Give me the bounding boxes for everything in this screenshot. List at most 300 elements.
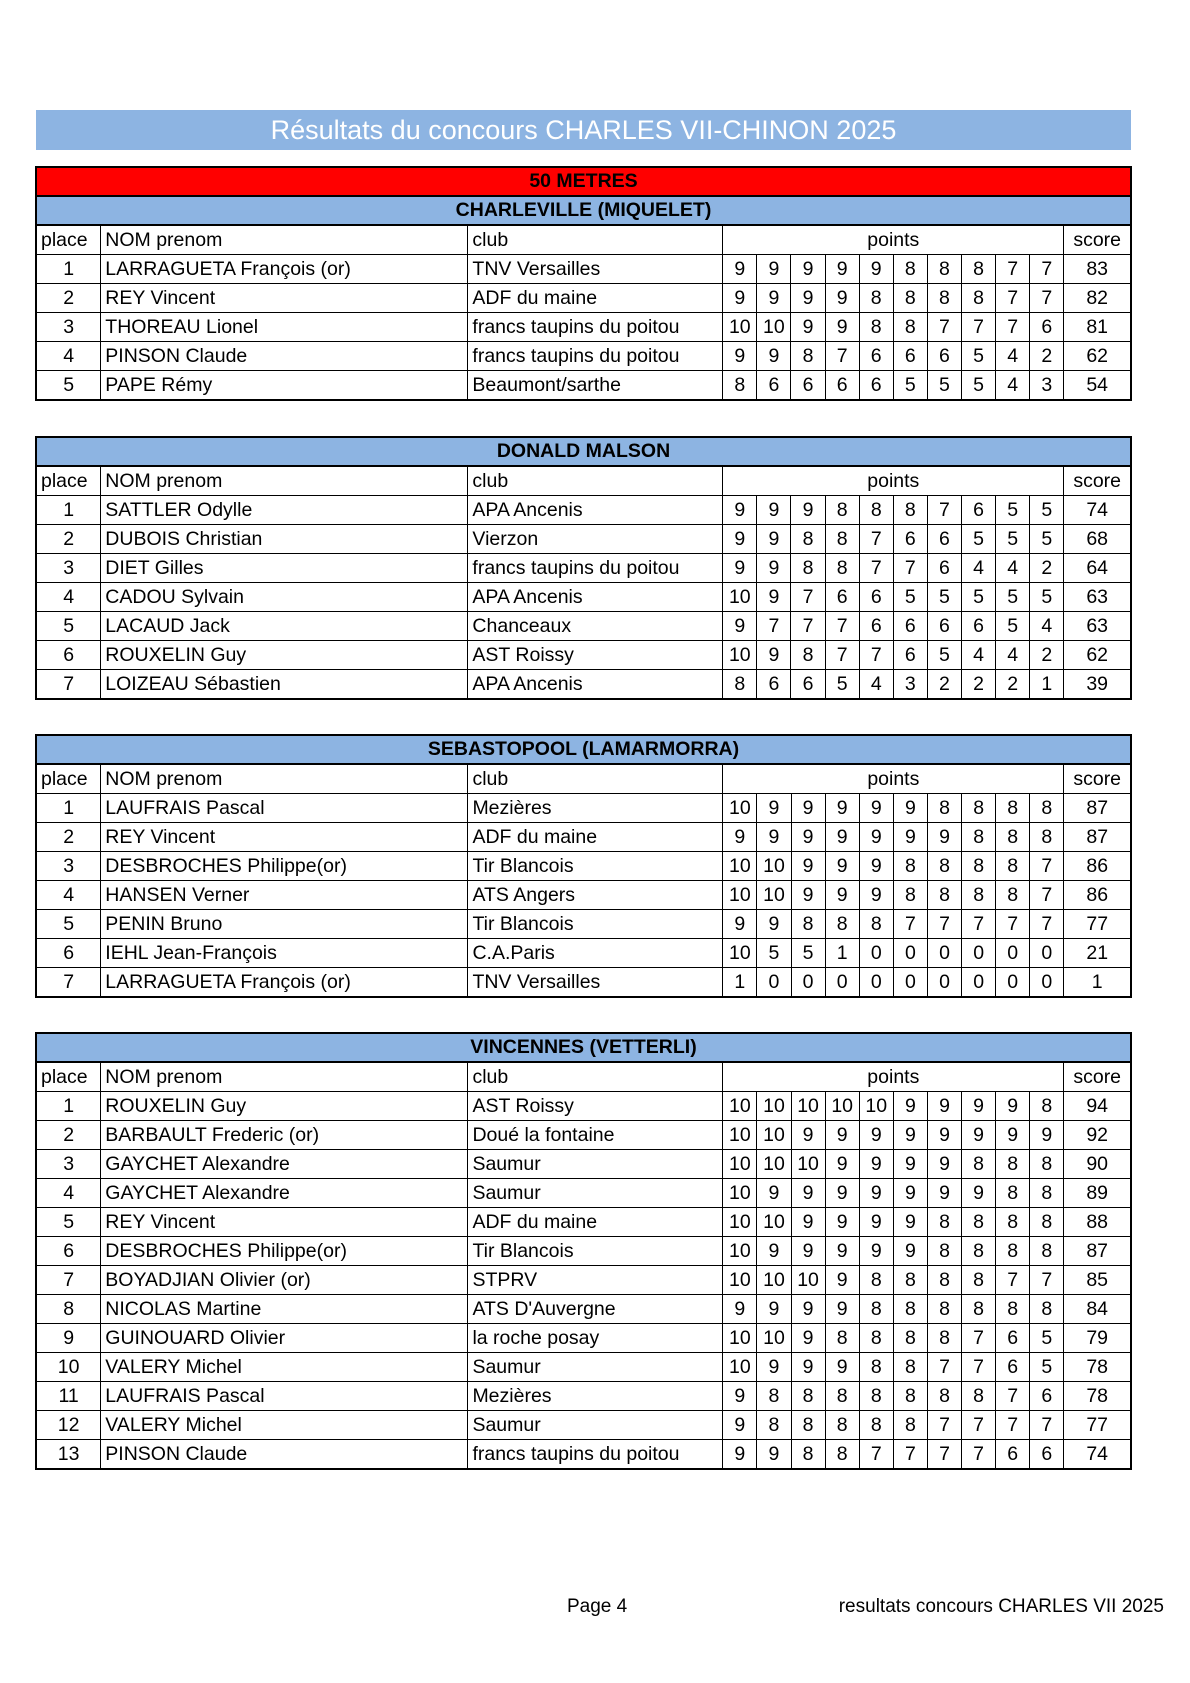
header-name: NOM prenom bbox=[101, 764, 468, 794]
cell-point: 10 bbox=[723, 1324, 757, 1353]
header-place: place bbox=[36, 466, 101, 496]
cell-point: 6 bbox=[962, 612, 996, 641]
cell-point: 8 bbox=[962, 823, 996, 852]
cell-point: 9 bbox=[791, 1237, 825, 1266]
cell-point: 8 bbox=[791, 1382, 825, 1411]
cell-score: 39 bbox=[1064, 670, 1131, 700]
cell-club: francs taupins du poitou bbox=[468, 554, 723, 583]
cell-place: 4 bbox=[36, 1179, 101, 1208]
table-row bbox=[36, 1237, 1131, 1266]
cell-place: 1 bbox=[36, 794, 101, 823]
cell-point: 8 bbox=[893, 881, 927, 910]
cell-point: 10 bbox=[723, 1150, 757, 1179]
cell-name: BOYADJIAN Olivier (or) bbox=[101, 1266, 468, 1295]
cell-point: 4 bbox=[996, 342, 1030, 371]
cell-point: 9 bbox=[723, 1382, 757, 1411]
cell-club: TNV Versailles bbox=[468, 255, 723, 284]
cell-point: 7 bbox=[859, 525, 893, 554]
header-club: club bbox=[468, 1062, 723, 1092]
cell-name: PAPE Rémy bbox=[101, 371, 468, 401]
cell-point: 7 bbox=[893, 554, 927, 583]
cell-point: 10 bbox=[723, 1208, 757, 1237]
cell-name: ROUXELIN Guy bbox=[101, 1092, 468, 1121]
cell-point: 8 bbox=[825, 525, 859, 554]
cell-point: 8 bbox=[825, 1440, 859, 1470]
cell-point: 7 bbox=[825, 641, 859, 670]
cell-point: 9 bbox=[893, 1121, 927, 1150]
cell-point: 3 bbox=[1030, 371, 1064, 401]
cell-point: 9 bbox=[723, 284, 757, 313]
cell-point: 9 bbox=[723, 554, 757, 583]
cell-point: 7 bbox=[859, 554, 893, 583]
cell-point: 5 bbox=[927, 583, 961, 612]
cell-point: 9 bbox=[723, 1411, 757, 1440]
footer-document-title: resultats concours CHARLES VII 2025 bbox=[838, 1596, 1164, 1617]
cell-point: 8 bbox=[825, 496, 859, 525]
cell-club: Saumur bbox=[468, 1411, 723, 1440]
cell-point: 9 bbox=[859, 1237, 893, 1266]
cell-score: 87 bbox=[1064, 823, 1131, 852]
cell-name: IEHL Jean-François bbox=[101, 939, 468, 968]
cell-point: 6 bbox=[893, 641, 927, 670]
cell-point: 10 bbox=[757, 852, 791, 881]
cell-point: 8 bbox=[996, 794, 1030, 823]
cell-point: 8 bbox=[927, 1237, 961, 1266]
cell-point: 6 bbox=[859, 583, 893, 612]
cell-point: 9 bbox=[927, 1150, 961, 1179]
cell-point: 8 bbox=[1030, 823, 1064, 852]
cell-club: Tir Blancois bbox=[468, 910, 723, 939]
table-row bbox=[36, 641, 1131, 670]
cell-point: 8 bbox=[859, 1353, 893, 1382]
cell-point: 9 bbox=[723, 612, 757, 641]
cell-point: 6 bbox=[927, 525, 961, 554]
cell-point: 8 bbox=[996, 1237, 1030, 1266]
cell-point: 5 bbox=[1030, 525, 1064, 554]
cell-club: AST Roissy bbox=[468, 641, 723, 670]
cell-point: 7 bbox=[1030, 284, 1064, 313]
cell-point: 9 bbox=[757, 910, 791, 939]
cell-place: 4 bbox=[36, 342, 101, 371]
cell-point: 10 bbox=[723, 641, 757, 670]
cell-point: 8 bbox=[791, 342, 825, 371]
cell-point: 9 bbox=[927, 823, 961, 852]
cell-point: 5 bbox=[1030, 1324, 1064, 1353]
cell-point: 8 bbox=[893, 1295, 927, 1324]
cell-point: 10 bbox=[757, 1324, 791, 1353]
category-title: VINCENNES (VETTERLI) bbox=[36, 1033, 1131, 1062]
cell-score: 84 bbox=[1064, 1295, 1131, 1324]
cell-score: 81 bbox=[1064, 313, 1131, 342]
cell-name: DESBROCHES Philippe(or) bbox=[101, 852, 468, 881]
cell-point: 8 bbox=[893, 313, 927, 342]
cell-place: 1 bbox=[36, 496, 101, 525]
cell-point: 8 bbox=[791, 1440, 825, 1470]
cell-point: 9 bbox=[859, 1150, 893, 1179]
cell-score: 21 bbox=[1064, 939, 1131, 968]
column-header-row bbox=[36, 764, 1131, 794]
results-table bbox=[35, 1032, 1132, 1470]
cell-point: 7 bbox=[1030, 881, 1064, 910]
cell-point: 6 bbox=[1030, 313, 1064, 342]
cell-point: 6 bbox=[962, 496, 996, 525]
cell-point: 4 bbox=[962, 554, 996, 583]
cell-point: 5 bbox=[927, 371, 961, 401]
table-row bbox=[36, 939, 1131, 968]
cell-point: 9 bbox=[791, 496, 825, 525]
cell-score: 86 bbox=[1064, 881, 1131, 910]
table-row bbox=[36, 1411, 1131, 1440]
cell-point: 9 bbox=[962, 1179, 996, 1208]
cell-point: 8 bbox=[825, 1382, 859, 1411]
cell-name: VALERY Michel bbox=[101, 1411, 468, 1440]
cell-place: 6 bbox=[36, 939, 101, 968]
header-place: place bbox=[36, 764, 101, 794]
cell-point: 9 bbox=[893, 1208, 927, 1237]
cell-club: Saumur bbox=[468, 1179, 723, 1208]
header-points: points bbox=[723, 225, 1064, 255]
cell-point: 8 bbox=[927, 255, 961, 284]
cell-point: 10 bbox=[757, 1208, 791, 1237]
cell-club: Tir Blancois bbox=[468, 1237, 723, 1266]
cell-point: 8 bbox=[825, 1324, 859, 1353]
cell-point: 10 bbox=[723, 1266, 757, 1295]
cell-point: 7 bbox=[927, 1411, 961, 1440]
cell-point: 8 bbox=[962, 255, 996, 284]
cell-score: 85 bbox=[1064, 1266, 1131, 1295]
cell-point: 8 bbox=[927, 1295, 961, 1324]
cell-point: 9 bbox=[757, 823, 791, 852]
cell-point: 7 bbox=[927, 910, 961, 939]
cell-point: 8 bbox=[893, 1266, 927, 1295]
cell-point: 5 bbox=[1030, 496, 1064, 525]
cell-point: 9 bbox=[996, 1092, 1030, 1121]
cell-place: 4 bbox=[36, 881, 101, 910]
cell-point: 7 bbox=[791, 583, 825, 612]
cell-point: 9 bbox=[825, 1353, 859, 1382]
cell-club: Vierzon bbox=[468, 525, 723, 554]
cell-point: 5 bbox=[962, 342, 996, 371]
cell-point: 9 bbox=[825, 1150, 859, 1179]
cell-point: 10 bbox=[723, 313, 757, 342]
cell-club: Saumur bbox=[468, 1353, 723, 1382]
cell-point: 9 bbox=[893, 1150, 927, 1179]
cell-point: 7 bbox=[859, 1440, 893, 1470]
cell-point: 9 bbox=[859, 1208, 893, 1237]
cell-point: 7 bbox=[927, 1353, 961, 1382]
column-header-row bbox=[36, 225, 1131, 255]
cell-point: 8 bbox=[893, 1382, 927, 1411]
cell-point: 9 bbox=[962, 1121, 996, 1150]
cell-point: 7 bbox=[1030, 910, 1064, 939]
cell-point: 9 bbox=[791, 794, 825, 823]
cell-point: 9 bbox=[757, 342, 791, 371]
cell-point: 8 bbox=[859, 284, 893, 313]
table-row bbox=[36, 371, 1131, 401]
header-points: points bbox=[723, 1062, 1064, 1092]
cell-point: 7 bbox=[1030, 1411, 1064, 1440]
cell-point: 6 bbox=[927, 612, 961, 641]
cell-name: REY Vincent bbox=[101, 823, 468, 852]
header-points: points bbox=[723, 466, 1064, 496]
cell-point: 8 bbox=[996, 1208, 1030, 1237]
cell-point: 8 bbox=[1030, 1150, 1064, 1179]
cell-point: 6 bbox=[893, 342, 927, 371]
cell-point: 8 bbox=[927, 881, 961, 910]
cell-point: 8 bbox=[825, 910, 859, 939]
cell-club: C.A.Paris bbox=[468, 939, 723, 968]
cell-point: 8 bbox=[893, 496, 927, 525]
cell-point: 4 bbox=[962, 641, 996, 670]
cell-point: 8 bbox=[825, 1411, 859, 1440]
cell-point: 8 bbox=[996, 881, 1030, 910]
cell-point: 10 bbox=[723, 1121, 757, 1150]
cell-point: 8 bbox=[962, 1237, 996, 1266]
cell-point: 8 bbox=[996, 852, 1030, 881]
cell-club: ADF du maine bbox=[468, 284, 723, 313]
cell-point: 9 bbox=[723, 255, 757, 284]
header-name: NOM prenom bbox=[101, 225, 468, 255]
cell-name: REY Vincent bbox=[101, 1208, 468, 1237]
table-row bbox=[36, 255, 1131, 284]
cell-point: 2 bbox=[927, 670, 961, 700]
table-row bbox=[36, 554, 1131, 583]
cell-point: 9 bbox=[825, 1237, 859, 1266]
header-score: score bbox=[1064, 764, 1131, 794]
cell-club: APA Ancenis bbox=[468, 670, 723, 700]
cell-point: 5 bbox=[996, 583, 1030, 612]
cell-score: 88 bbox=[1064, 1208, 1131, 1237]
cell-name: DIET Gilles bbox=[101, 554, 468, 583]
cell-place: 13 bbox=[36, 1440, 101, 1470]
cell-point: 7 bbox=[962, 1353, 996, 1382]
cell-point: 5 bbox=[757, 939, 791, 968]
cell-place: 12 bbox=[36, 1411, 101, 1440]
header-score: score bbox=[1064, 466, 1131, 496]
cell-point: 6 bbox=[757, 371, 791, 401]
cell-point: 8 bbox=[962, 1266, 996, 1295]
table-row bbox=[36, 496, 1131, 525]
cell-point: 6 bbox=[893, 612, 927, 641]
cell-point: 9 bbox=[927, 1179, 961, 1208]
cell-point: 8 bbox=[962, 1150, 996, 1179]
cell-point: 5 bbox=[962, 525, 996, 554]
table-row bbox=[36, 1266, 1131, 1295]
cell-point: 5 bbox=[825, 670, 859, 700]
cell-point: 4 bbox=[996, 554, 1030, 583]
cell-point: 0 bbox=[996, 939, 1030, 968]
table-row bbox=[36, 525, 1131, 554]
cell-score: 77 bbox=[1064, 1411, 1131, 1440]
cell-club: APA Ancenis bbox=[468, 496, 723, 525]
header-place: place bbox=[36, 1062, 101, 1092]
cell-point: 6 bbox=[996, 1324, 1030, 1353]
cell-score: 94 bbox=[1064, 1092, 1131, 1121]
cell-point: 6 bbox=[927, 554, 961, 583]
cell-point: 0 bbox=[893, 939, 927, 968]
table-row bbox=[36, 1179, 1131, 1208]
cell-point: 8 bbox=[859, 1411, 893, 1440]
cell-point: 8 bbox=[962, 881, 996, 910]
cell-point: 9 bbox=[893, 1092, 927, 1121]
cell-point: 9 bbox=[825, 1121, 859, 1150]
cell-point: 7 bbox=[1030, 255, 1064, 284]
table-row bbox=[36, 794, 1131, 823]
cell-place: 5 bbox=[36, 1208, 101, 1237]
cell-point: 10 bbox=[791, 1266, 825, 1295]
header-name: NOM prenom bbox=[101, 466, 468, 496]
cell-point: 10 bbox=[825, 1092, 859, 1121]
cell-point: 7 bbox=[825, 612, 859, 641]
cell-club: ADF du maine bbox=[468, 823, 723, 852]
table-row bbox=[36, 1208, 1131, 1237]
cell-point: 8 bbox=[859, 496, 893, 525]
cell-club: ATS D'Auvergne bbox=[468, 1295, 723, 1324]
results-table bbox=[35, 166, 1132, 401]
cell-point: 8 bbox=[791, 554, 825, 583]
cell-point: 10 bbox=[757, 1266, 791, 1295]
cell-place: 2 bbox=[36, 1121, 101, 1150]
cell-point: 9 bbox=[859, 255, 893, 284]
cell-point: 0 bbox=[791, 968, 825, 998]
cell-point: 8 bbox=[962, 852, 996, 881]
distance-section-title: 50 METRES bbox=[36, 167, 1131, 196]
cell-point: 7 bbox=[962, 910, 996, 939]
cell-point: 9 bbox=[791, 1324, 825, 1353]
header-club: club bbox=[468, 764, 723, 794]
cell-point: 0 bbox=[996, 968, 1030, 998]
cell-name: GAYCHET Alexandre bbox=[101, 1150, 468, 1179]
cell-point: 7 bbox=[757, 612, 791, 641]
cell-point: 9 bbox=[1030, 1121, 1064, 1150]
cell-point: 0 bbox=[927, 939, 961, 968]
cell-point: 8 bbox=[1030, 1179, 1064, 1208]
cell-name: LARRAGUETA François (or) bbox=[101, 968, 468, 998]
cell-point: 9 bbox=[825, 1208, 859, 1237]
cell-place: 4 bbox=[36, 583, 101, 612]
cell-point: 8 bbox=[893, 255, 927, 284]
table-row bbox=[36, 1324, 1131, 1353]
header-score: score bbox=[1064, 225, 1131, 255]
cell-place: 7 bbox=[36, 670, 101, 700]
cell-club: Mezières bbox=[468, 794, 723, 823]
cell-point: 9 bbox=[791, 881, 825, 910]
cell-score: 62 bbox=[1064, 641, 1131, 670]
cell-point: 10 bbox=[791, 1150, 825, 1179]
cell-name: SATTLER Odylle bbox=[101, 496, 468, 525]
cell-score: 92 bbox=[1064, 1121, 1131, 1150]
cell-point: 9 bbox=[757, 1179, 791, 1208]
cell-place: 5 bbox=[36, 910, 101, 939]
cell-club: Chanceaux bbox=[468, 612, 723, 641]
cell-point: 9 bbox=[723, 910, 757, 939]
cell-point: 6 bbox=[996, 1440, 1030, 1470]
cell-point: 5 bbox=[996, 496, 1030, 525]
cell-point: 2 bbox=[1030, 342, 1064, 371]
cell-point: 8 bbox=[723, 670, 757, 700]
cell-name: VALERY Michel bbox=[101, 1353, 468, 1382]
cell-name: PINSON Claude bbox=[101, 1440, 468, 1470]
cell-point: 7 bbox=[1030, 1266, 1064, 1295]
cell-point: 6 bbox=[1030, 1440, 1064, 1470]
header-place: place bbox=[36, 225, 101, 255]
cell-point: 9 bbox=[723, 496, 757, 525]
cell-point: 8 bbox=[859, 910, 893, 939]
cell-club: ATS Angers bbox=[468, 881, 723, 910]
cell-name: LAUFRAIS Pascal bbox=[101, 1382, 468, 1411]
cell-point: 6 bbox=[1030, 1382, 1064, 1411]
cell-point: 8 bbox=[996, 1179, 1030, 1208]
cell-point: 6 bbox=[996, 1353, 1030, 1382]
cell-place: 2 bbox=[36, 525, 101, 554]
cell-place: 5 bbox=[36, 371, 101, 401]
cell-point: 10 bbox=[757, 881, 791, 910]
cell-point: 8 bbox=[859, 313, 893, 342]
cell-point: 7 bbox=[893, 1440, 927, 1470]
cell-point: 9 bbox=[825, 1266, 859, 1295]
cell-score: 1 bbox=[1064, 968, 1131, 998]
cell-place: 10 bbox=[36, 1353, 101, 1382]
cell-point: 9 bbox=[825, 852, 859, 881]
cell-point: 0 bbox=[893, 968, 927, 998]
cell-point: 0 bbox=[825, 968, 859, 998]
table-row bbox=[36, 284, 1131, 313]
table-row bbox=[36, 1353, 1131, 1382]
cell-point: 7 bbox=[996, 313, 1030, 342]
cell-score: 78 bbox=[1064, 1353, 1131, 1382]
cell-point: 0 bbox=[757, 968, 791, 998]
cell-point: 9 bbox=[825, 794, 859, 823]
cell-score: 68 bbox=[1064, 525, 1131, 554]
cell-point: 8 bbox=[1030, 1237, 1064, 1266]
cell-club: TNV Versailles bbox=[468, 968, 723, 998]
cell-point: 2 bbox=[996, 670, 1030, 700]
cell-point: 8 bbox=[962, 1208, 996, 1237]
cell-point: 6 bbox=[859, 342, 893, 371]
cell-score: 54 bbox=[1064, 371, 1131, 401]
cell-place: 2 bbox=[36, 284, 101, 313]
cell-point: 9 bbox=[723, 525, 757, 554]
cell-score: 87 bbox=[1064, 794, 1131, 823]
cell-name: GAYCHET Alexandre bbox=[101, 1179, 468, 1208]
cell-point: 9 bbox=[757, 1237, 791, 1266]
cell-point: 6 bbox=[825, 371, 859, 401]
cell-point: 4 bbox=[1030, 612, 1064, 641]
category-title: CHARLEVILLE (MIQUELET) bbox=[36, 196, 1131, 225]
cell-point: 7 bbox=[927, 496, 961, 525]
cell-point: 10 bbox=[757, 1092, 791, 1121]
table-row bbox=[36, 968, 1131, 998]
cell-point: 0 bbox=[859, 939, 893, 968]
cell-score: 87 bbox=[1064, 1237, 1131, 1266]
cell-point: 8 bbox=[1030, 1295, 1064, 1324]
cell-point: 7 bbox=[859, 641, 893, 670]
header-club: club bbox=[468, 466, 723, 496]
cell-point: 8 bbox=[859, 1382, 893, 1411]
cell-point: 9 bbox=[757, 525, 791, 554]
cell-club: Tir Blancois bbox=[468, 852, 723, 881]
cell-place: 6 bbox=[36, 1237, 101, 1266]
cell-point: 9 bbox=[825, 823, 859, 852]
cell-point: 7 bbox=[927, 1440, 961, 1470]
cell-point: 6 bbox=[791, 670, 825, 700]
cell-point: 8 bbox=[893, 1353, 927, 1382]
column-header-row bbox=[36, 1062, 1131, 1092]
cell-point: 6 bbox=[859, 371, 893, 401]
cell-point: 7 bbox=[996, 1382, 1030, 1411]
cell-point: 7 bbox=[962, 1324, 996, 1353]
cell-point: 8 bbox=[1030, 1092, 1064, 1121]
